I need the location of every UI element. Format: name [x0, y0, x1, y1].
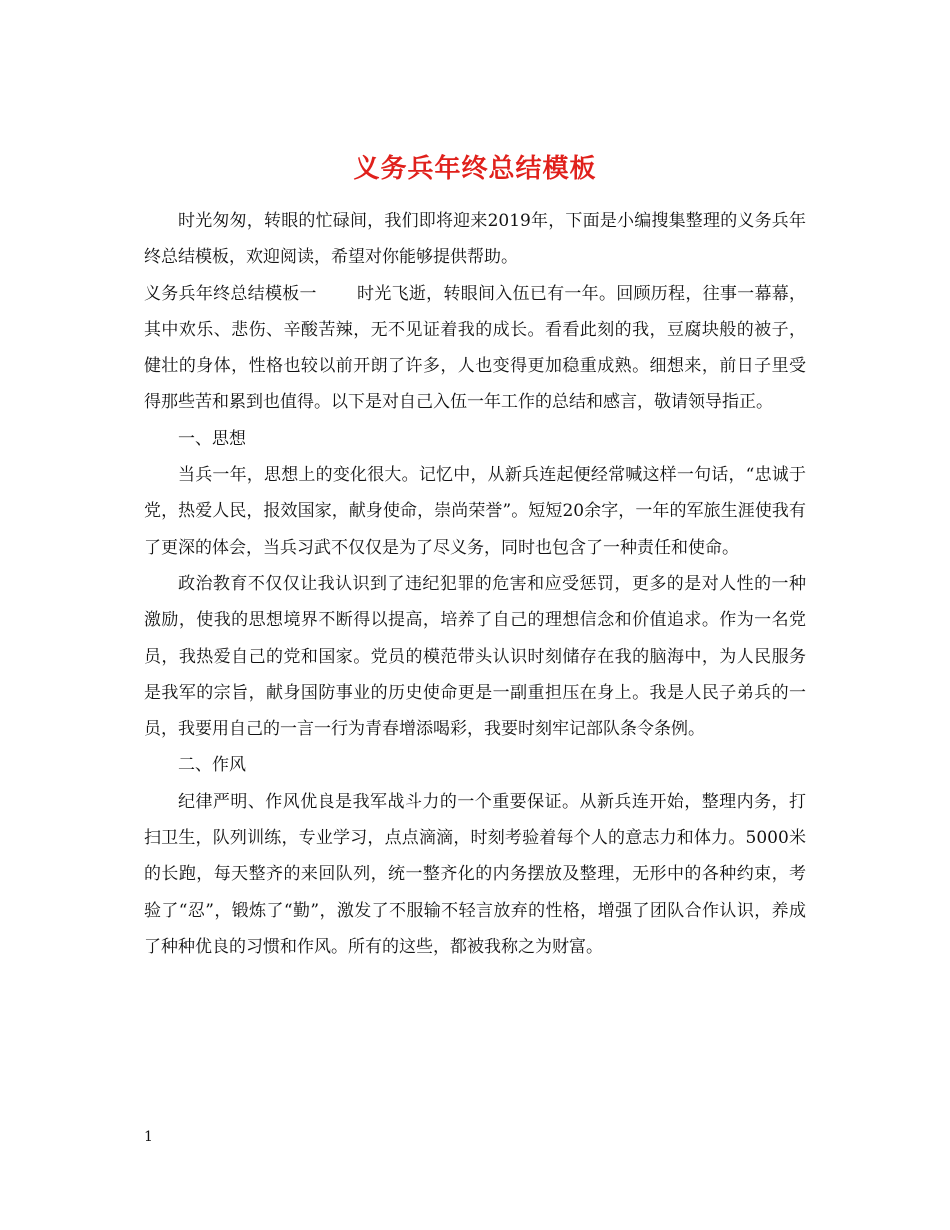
intro-paragraph: 时光匆匆，转眼的忙碌间，我们即将迎来2019年，下面是小编搜集整理的义务兵年终总结模板，欢迎阅读，希望对你能够提供帮助。 [144, 211, 806, 268]
template-opening: 时光飞逝，转眼间入伍已有一年。回顾历程，往事一幕幕，其中欢乐、悲伤、辛酸苦辣，无不见证着我的成长。看看此刻的我，豆腐块般的被子，健壮的身体，性格也较以前开朗了许多，人也变得更加稳重成熟。细想来，前日子里受得那些苦和累到也值得。以下是对自己入伍一年工作的总结和感言，敬请领导指正。 [144, 283, 807, 413]
page-number: 1 [144, 1129, 153, 1145]
template-paragraph [144, 276, 806, 421]
document-title: 义务兵年终总结模板 [353, 154, 597, 185]
section-heading-thought: 一、思想 [178, 428, 246, 449]
document-body [144, 203, 806, 965]
thought-paragraph-1: 当兵一年，思想上的变化很大。记忆中，从新兵连起便经常喊这样一句话，“忠诚于党，热爱人民，报效国家，献身使命，崇尚荣誉”。短短20余字，一年的军旅生涯使我有了更深的体会，当兵习武不仅仅是为了尽义务，同时也包含了一种责任和使命。 [144, 465, 806, 558]
thought-paragraph-2: 政治教育不仅仅让我认识到了违纪犯罪的危害和应受惩罚，更多的是对人性的一种激励，使我的思想境界不断得以提高，培养了自己的理想信念和价值追求。作为一名党员，我热爱自己的党和国家。党员的模范带头认识时刻储存在我的脑海中，为人民服务是我军的宗旨，献身国防事业的历史使命更是一副重担压在身上。我是人民子弟兵的一员，我要用自己的一言一行为青春增添喝彩，我要时刻牢记部队条令条例。 [144, 573, 806, 740]
template-heading: 义务兵年终总结模板一 [144, 283, 317, 304]
section-heading-style: 二、作风 [178, 755, 246, 776]
style-paragraph-1: 纪律严明、作风优良是我军战斗力的一个重要保证。从新兵连开始，整理内务，打扫卫生，队列训练，专业学习，点点滴滴，时刻考验着每个人的意志力和体力。5000米的长跑，每天整齐的来回队列，统一整齐化的内务摆放及整理，无形中的各种约束，考验了“忍”，锻炼了“勤”，激发了不服输不轻言放弃的性格，增强了团队合作认识，养成了种种优良的习惯和作风。所有的这些，都被我称之为财富。 [144, 791, 806, 957]
